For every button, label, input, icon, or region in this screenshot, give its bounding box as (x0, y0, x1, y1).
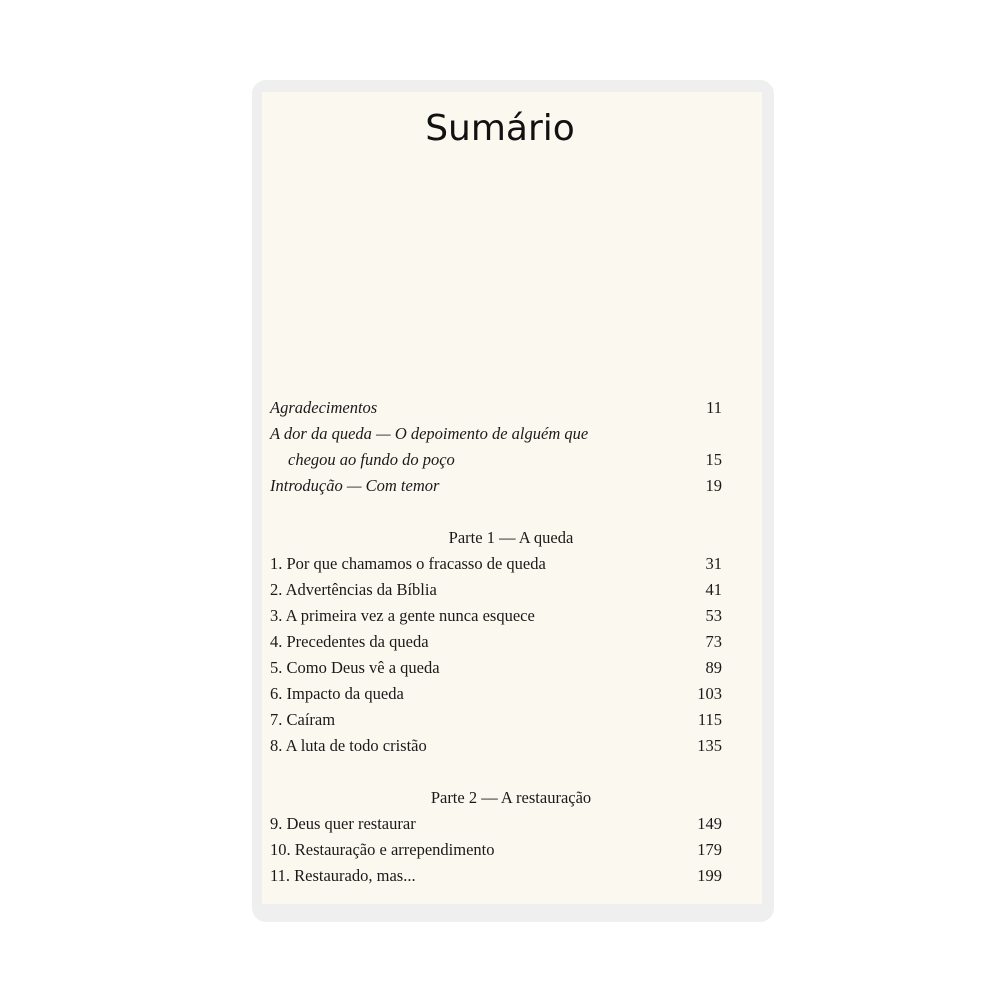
page-title: Sumário (425, 108, 575, 149)
toc-entry-introducao[interactable] (270, 473, 722, 499)
toc-entry[interactable] (270, 629, 722, 655)
toc-entry[interactable] (270, 707, 722, 733)
toc-entry-agradecimentos[interactable] (270, 395, 722, 421)
toc-entry[interactable] (270, 603, 722, 629)
toc-entry-page: 31 (705, 554, 722, 573)
toc-entry-page: 41 (705, 580, 722, 599)
toc-entry-page: 103 (697, 684, 722, 703)
front-matter (270, 395, 722, 499)
toc-entry-label: A dor da queda — O depoimento de alguém que (270, 424, 589, 443)
toc-entry-page: 73 (705, 632, 722, 651)
toc-entry-label: 4. Precedentes da queda (270, 632, 429, 651)
toc-entry[interactable] (270, 551, 722, 577)
toc-entry[interactable] (270, 681, 722, 707)
toc-entry-page: 135 (697, 736, 722, 755)
toc-entry-page: 11 (706, 398, 722, 417)
toc-entry-page: 199 (697, 866, 722, 885)
table-of-contents (270, 395, 722, 889)
toc-entry[interactable] (270, 863, 722, 889)
part-1 (270, 525, 722, 759)
toc-entry[interactable] (270, 655, 722, 681)
part-2 (270, 785, 722, 889)
part-heading: Parte 2 — A restauração (430, 788, 592, 807)
toc-entry-label: Agradecimentos (270, 398, 378, 417)
toc-entry-label: chegou ao fundo do poço (288, 450, 455, 469)
toc-entry-label: Introdução — Com temor (270, 476, 440, 495)
toc-entry[interactable] (270, 577, 722, 603)
toc-entry-page: 179 (697, 840, 722, 859)
toc-entry-page: 53 (705, 606, 722, 625)
part-heading: Parte 1 — A queda (448, 528, 574, 547)
toc-entry[interactable] (270, 733, 722, 759)
toc-entry-dor-da-queda[interactable] (270, 421, 722, 447)
toc-entry-label: 5. Como Deus vê a queda (270, 658, 440, 677)
toc-entry-label: 7. Caíram (270, 710, 336, 729)
toc-entry-page: 149 (697, 814, 722, 833)
toc-entry[interactable] (270, 837, 722, 863)
toc-entry-label: 10. Restauração e arrependimento (270, 840, 495, 859)
toc-entry[interactable] (270, 811, 722, 837)
toc-entry-dor-da-queda-cont[interactable] (270, 447, 722, 473)
toc-entry-page: 19 (705, 476, 722, 495)
toc-entry-page: 89 (705, 658, 722, 677)
toc-entry-label: 2. Advertências da Bíblia (270, 580, 437, 599)
toc-entry-label: 1. Por que chamamos o fracasso de queda (270, 554, 546, 573)
toc-entry-label: 8. A luta de todo cristão (270, 736, 427, 755)
toc-entry-label: 11. Restaurado, mas... (270, 866, 416, 885)
toc-entry-page: 115 (697, 710, 722, 729)
toc-entry-label: 3. A primeira vez a gente nunca esquece (270, 606, 535, 625)
toc-entry-label: 6. Impacto da queda (270, 684, 404, 703)
toc-entry-page: 15 (705, 450, 722, 469)
toc-entry-label: 9. Deus quer restaurar (270, 814, 416, 833)
